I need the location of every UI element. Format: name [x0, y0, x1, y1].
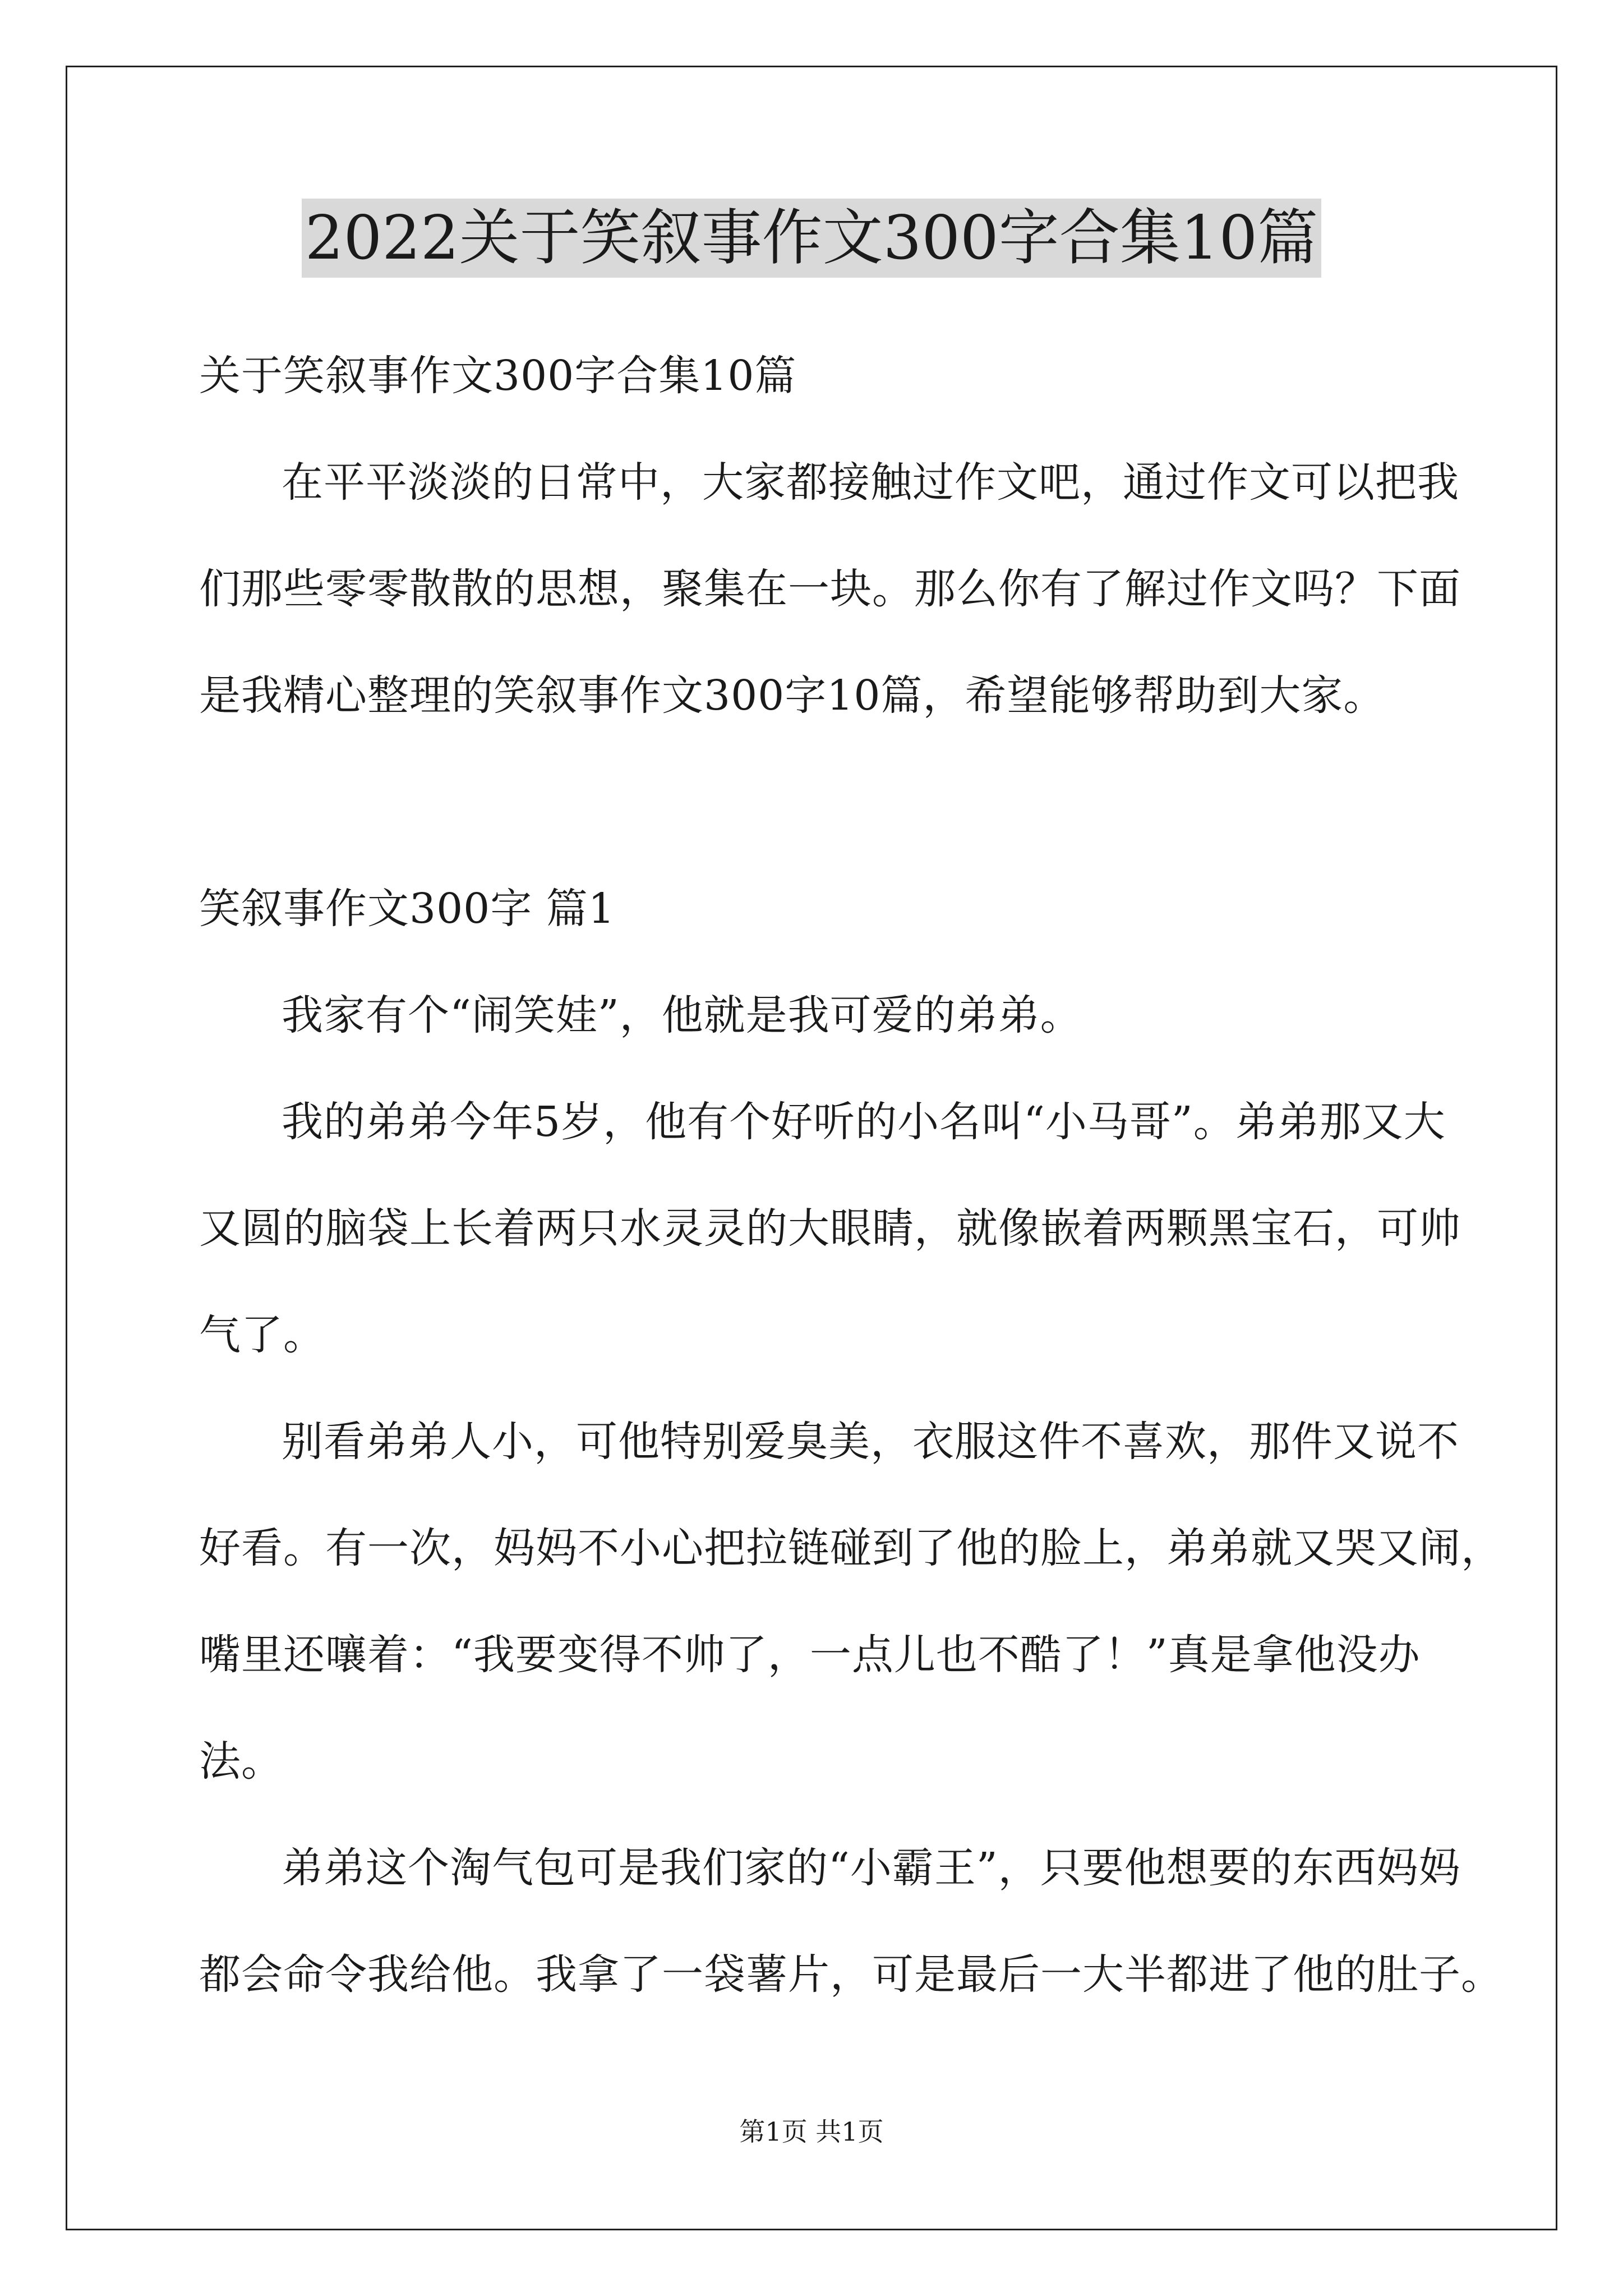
intro-line-1: 在平平淡淡的日常中，大家都接触过作文吧，通过作文可以把我: [282, 458, 1459, 507]
body-line-2: 我的弟弟今年5岁，他有个好听的小名叫“小马哥”。弟弟那又大: [282, 1098, 1446, 1146]
page-number-footer: 第1页 共1页: [739, 2116, 884, 2147]
body-line-7: 嘴里还嚷着：“我要变得不帅了，一点儿也不酷了！”真是拿他没办: [199, 1631, 1421, 1679]
body-line-6: 好看。有一次，妈妈不小心把拉链碰到了他的脸上，弟弟就又哭又闹，: [199, 1524, 1503, 1572]
intro-line-3: 是我精心整理的笑叙事作文300字10篇，希望能够帮助到大家。: [199, 671, 1386, 720]
document-title-text: 2022关于笑叙事作文300字合集10篇: [302, 199, 1321, 278]
body-line-3: 又圆的脑袋上长着两只水灵灵的大眼睛，就像嵌着两颗黑宝石，可帅: [199, 1204, 1461, 1253]
body-line-10: 都会命令我给他。我拿了一袋薯片，可是最后一大半都进了他的肚子。: [199, 1950, 1503, 1999]
body-line-4: 气了。: [199, 1311, 325, 1359]
body-line-1: 我家有个“闹笑娃”，他就是我可爱的弟弟。: [282, 991, 1082, 1039]
body-line-9: 弟弟这个淘气包可是我们家的“小霸王”，只要他想要的东西妈妈: [282, 1844, 1461, 1892]
document-title: [0, 196, 1623, 280]
body-line-8: 法。: [199, 1737, 283, 1786]
intro-line-2: 们那些零零散散的思想，聚集在一块。那么你有了解过作文吗？下面: [199, 565, 1461, 613]
body-line-5: 别看弟弟人小，可他特别爱臭美，衣服这件不喜欢，那件又说不: [282, 1418, 1459, 1466]
section-heading: 笑叙事作文300字 篇1: [199, 885, 615, 933]
document-subtitle: 关于笑叙事作文300字合集10篇: [199, 352, 797, 400]
